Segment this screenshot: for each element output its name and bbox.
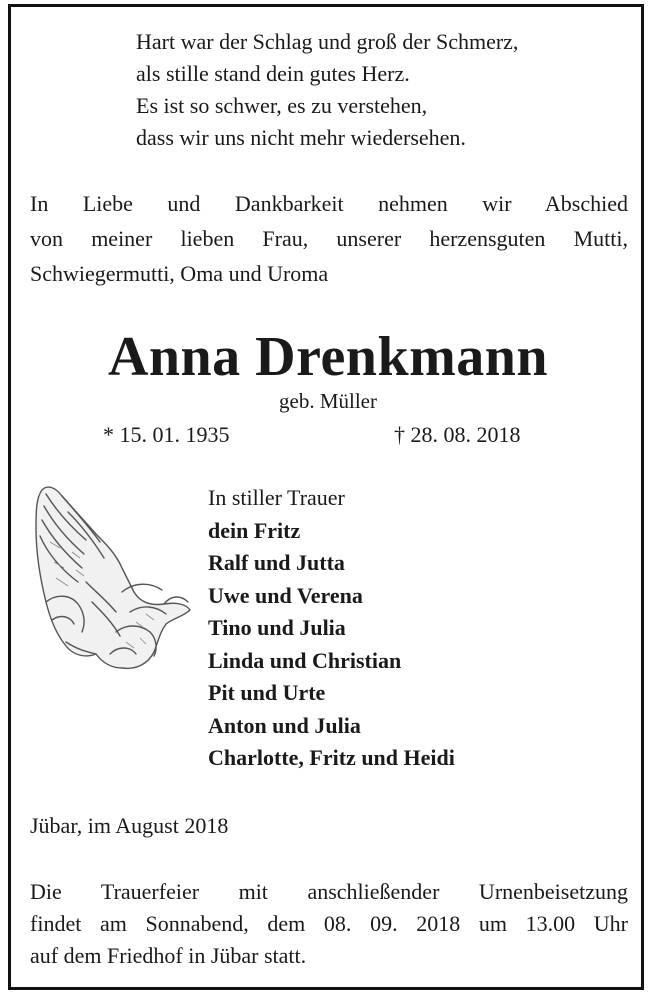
birth-date: * 15. 01. 1935 [103,422,230,447]
mourner-name: Anton und Julia [208,712,361,738]
mourners-block [208,482,455,775]
mourner-name: Pit und Urte [208,680,326,705]
deceased-name: Anna Drenkmann [107,326,549,388]
service-line: findet am Sonnabend, dem 08. 09. 2018 um 13.00 Uhr [30,911,628,936]
intro-line: von meiner lieben Frau, unserer herzensguten Mutti, [30,226,628,251]
place-date: Jübar, im August 2018 [30,813,229,838]
service-info [30,876,628,972]
mourner-name: Uwe und Verena [208,582,363,608]
poem-line: als stille stand dein gutes Herz. [136,61,410,86]
mourner-name: Tino und Julia [208,615,346,640]
poem-line: Es ist so schwer, es zu verstehen, [136,93,428,118]
service-line: Die Trauerfeier mit anschließender Urnenbeisetzung [30,879,628,904]
death-date: † 28. 08. 2018 [394,422,521,447]
birth-name: geb. Müller [279,389,377,413]
poem [136,26,518,154]
poem-line: Hart war der Schlag und groß der Schmerz, [136,29,519,54]
service-line: auf dem Friedhof in Jübar statt. [30,943,307,968]
mourner-name: Charlotte, Fritz und Heidi [208,745,455,770]
intro-text [30,186,628,291]
mourners-heading: In stiller Trauer [208,485,345,510]
mourner-name: Ralf und Jutta [208,550,345,575]
intro-line: Schwiegermutti, Oma und Uroma [30,261,329,286]
poem-line: dass wir uns nicht mehr wiedersehen. [136,125,466,150]
mourner-name: dein Fritz [208,517,301,543]
intro-line: In Liebe und Dankbarkeit nehmen wir Abschied [30,191,628,216]
mourner-name: Linda und Christian [208,647,402,673]
praying-hands-icon [26,482,194,678]
